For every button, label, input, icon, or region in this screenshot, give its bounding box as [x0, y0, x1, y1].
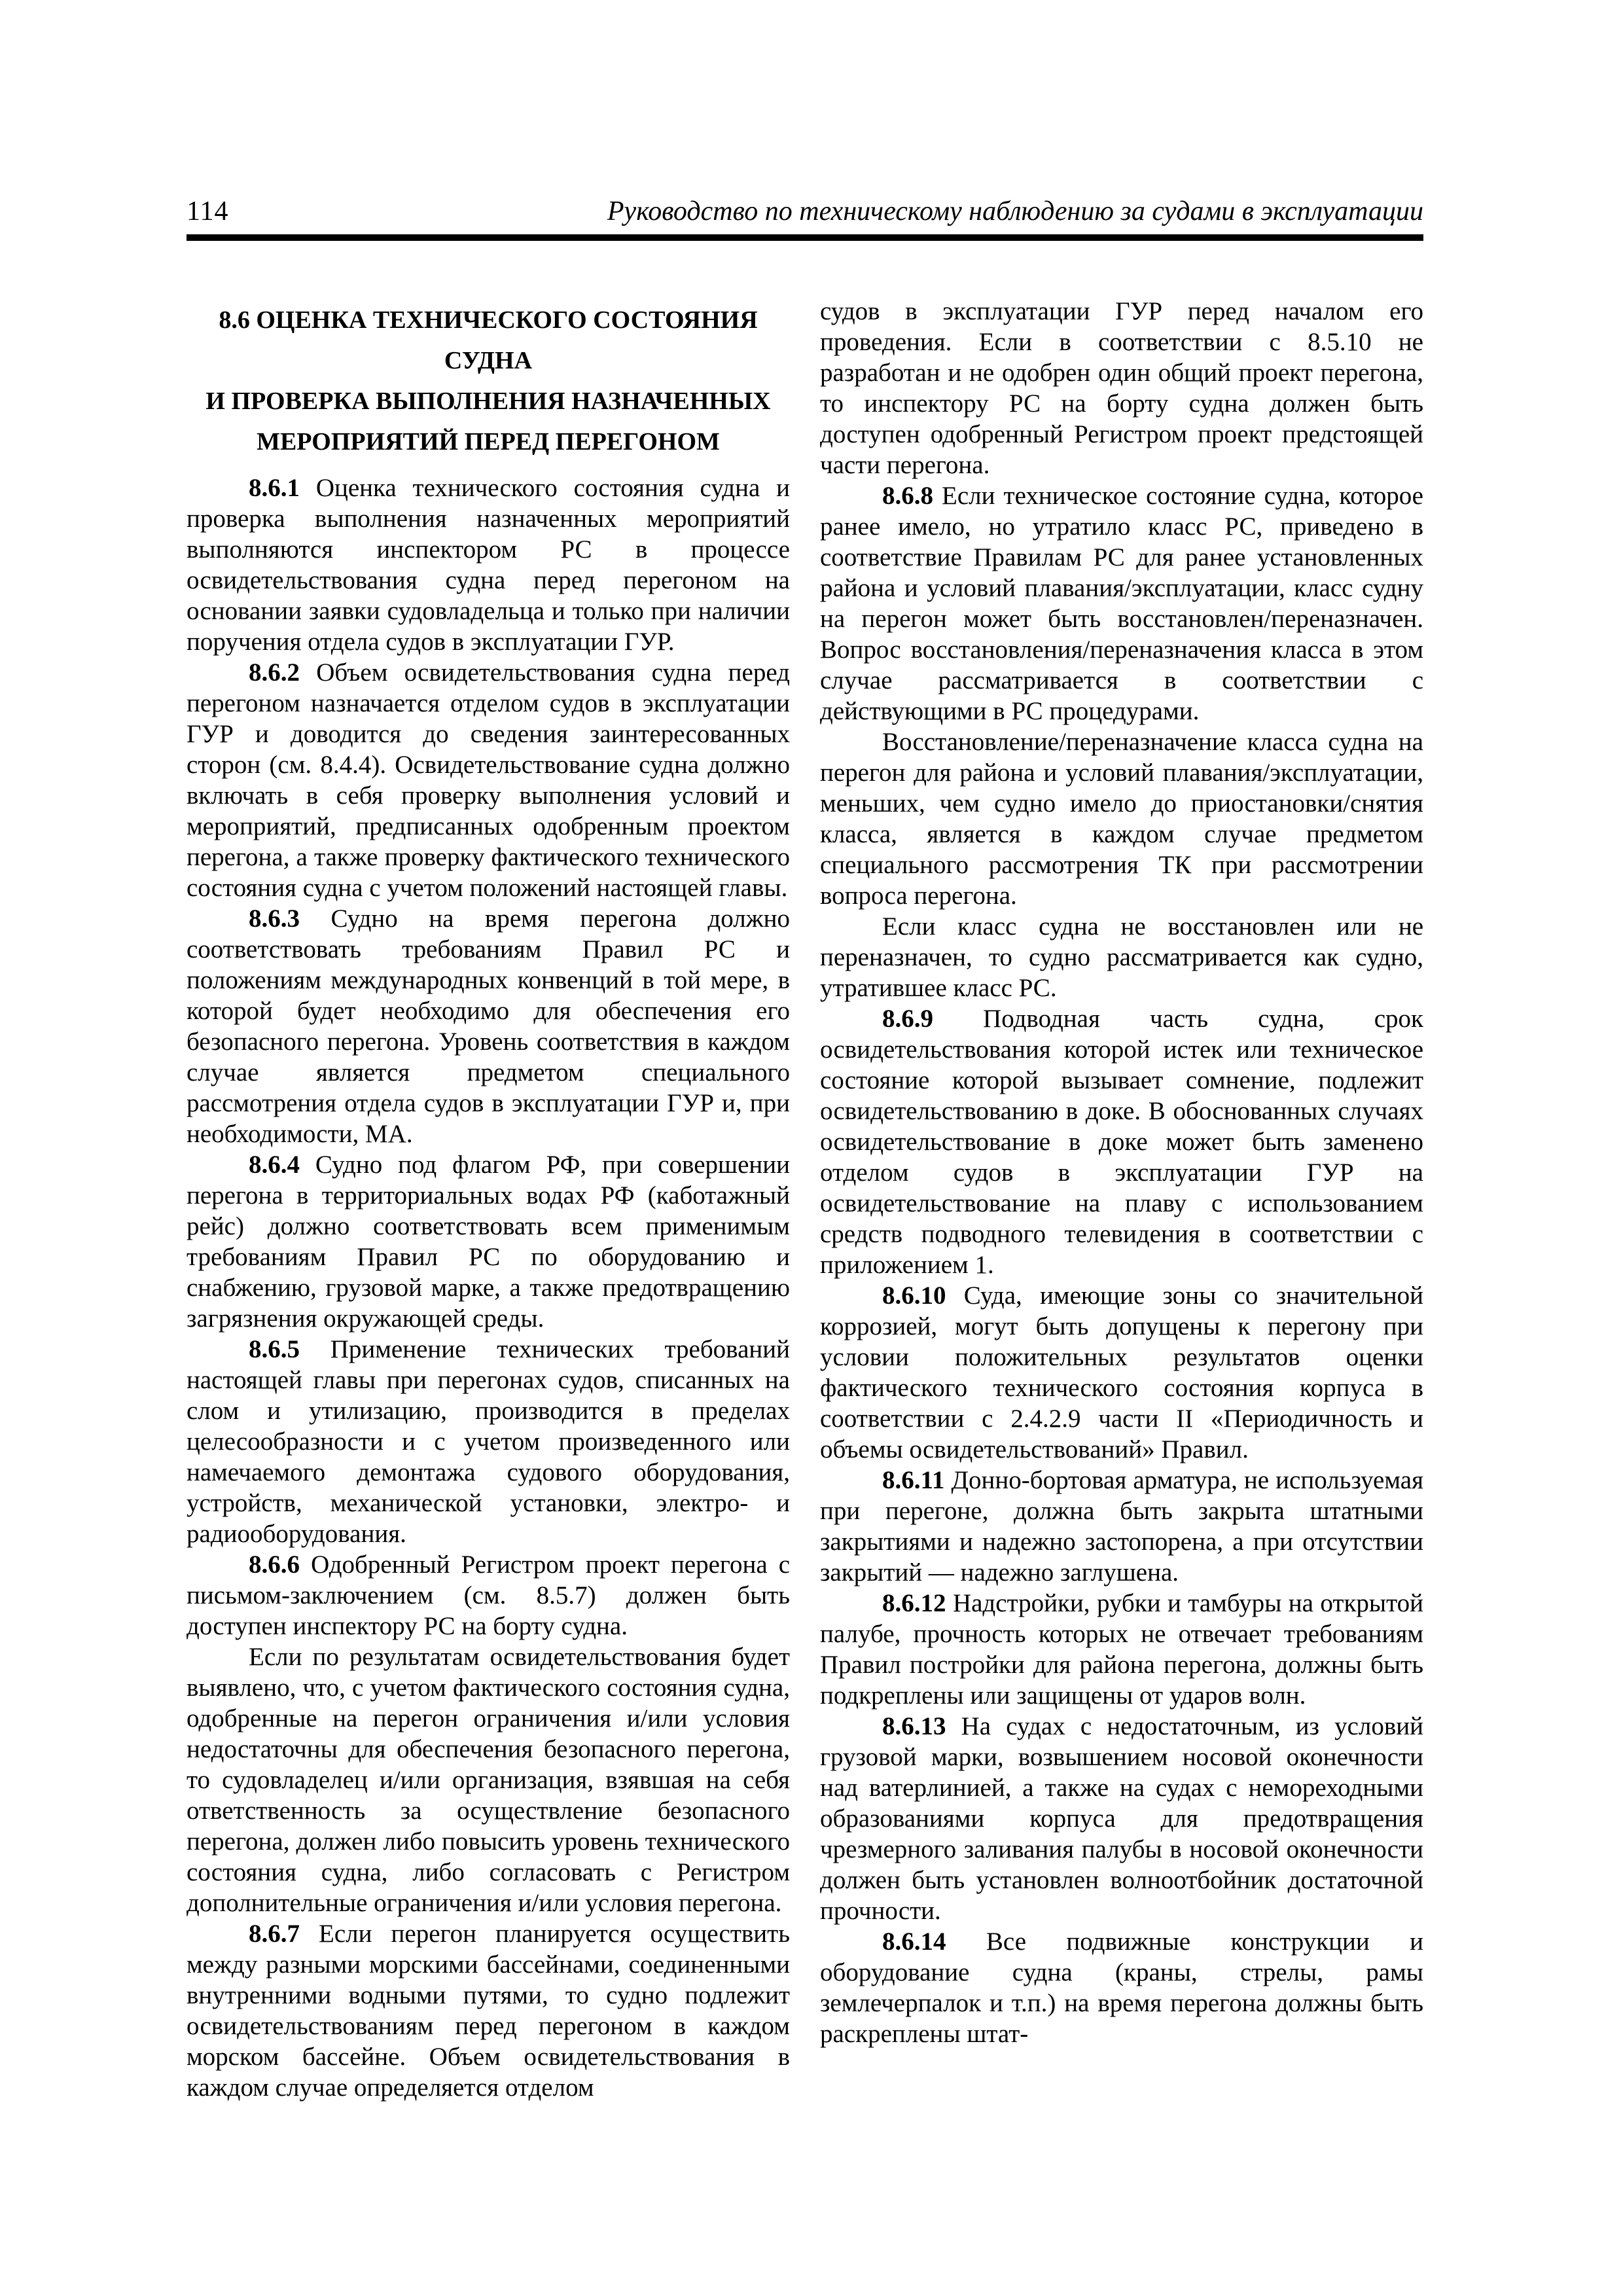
running-title: Руководство по техническому наблюдению за судами в эксплуатации	[607, 196, 1423, 226]
clause-8.6.14	[820, 1926, 1423, 2049]
clause-8.6.10	[820, 1280, 1423, 1465]
clause-text: Одобренный Регистром проект перегона с письмом-заключением (см. 8.5.7) должен быть доступен инспектору РС на борту судна.	[187, 1551, 790, 1640]
clause-text: Если класс судна не восстановлен или не переназначен, то судно рассматривается как судно, утратившее класс РС.	[820, 912, 1423, 1002]
clause-number: 8.6.5	[249, 1335, 300, 1363]
clause-text: Все подвижные конструкции и оборудование судна (краны, стрелы, рамы землечерпалок и т.п.) на время перегона должны быть раскреплены штат-	[820, 1928, 1424, 2048]
section-heading-line: 8.6 ОЦЕНКА ТЕХНИЧЕСКОГО СОСТОЯНИЯ СУДНА	[219, 306, 758, 374]
paragraph	[820, 726, 1423, 911]
clause-8.6.8	[820, 480, 1423, 726]
clause-8.6.9	[820, 1003, 1423, 1280]
clause-text: Донно-бортовая арматура, не используемая при перегоне, должна быть закрыта штатными закрытиями и надежно застопорена, а при отсутствии закрытий — надежно заглушена.	[820, 1466, 1424, 1587]
right-column	[820, 296, 1423, 2103]
running-header	[187, 196, 1423, 226]
clause-text: Если по результатам освидетельствования будет выявлено, что, с учетом фактического состояния судна, одобренные на перегон ограничения и/или условия недостаточны для обеспечения безопасного перегона, то судовладелец и/или организация, взявшая на себя ответственность за осуществление безопасного перегона, должен либо повысить уровень технического состояния судна, либо согласовать с Регистром дополнительные ограничения и/или условия перегона.	[187, 1643, 790, 1917]
clause-number: 8.6.1	[249, 474, 300, 502]
section-heading	[187, 300, 790, 462]
paragraph-continuation	[820, 296, 1423, 480]
paragraph	[820, 911, 1423, 1003]
clause-8.6.7	[187, 1918, 790, 2103]
clause-text: Восстановление/переназначение класса судна на перегон для района и условий плавания/эксплуатации, меньших, чем судно имело до приостановки/снятия класса, является в каждом случае предметом специального рассмотрения ТК при рассмотрении вопроса перегона.	[820, 728, 1423, 910]
clause-8.6.11	[820, 1465, 1423, 1588]
clause-text: Оценка технического состояния судна и проверка выполнения назначенных мероприятий выполняются инспектором РС в процессе освидетельствования судна перед перегоном на основании заявки судовладельца и только при наличии поручения отдела судов в эксплуатации ГУР.	[187, 474, 790, 656]
clause-number: 8.6.9	[882, 1005, 933, 1033]
paragraph	[187, 1641, 790, 1918]
clause-8.6.6	[187, 1549, 790, 1641]
clause-8.6.3	[187, 903, 790, 1149]
clause-number: 8.6.13	[882, 1712, 946, 1740]
clause-number: 8.6.12	[882, 1589, 946, 1617]
section-heading-line: И ПРОВЕРКА ВЫПОЛНЕНИЯ НАЗНАЧЕННЫХ	[205, 387, 771, 415]
clause-number: 8.6.11	[882, 1466, 945, 1494]
clause-number: 8.6.8	[882, 482, 933, 510]
clause-number: 8.6.7	[249, 1920, 300, 1948]
clause-text: Судно под флагом РФ, при совершении перегона в территориальных водах РФ (каботажный рейс) должно соответствовать всем применимым требованиям Правил РС по оборудованию и снабжению, грузовой марке, а также предотвращению загрязнения окружающей среды.	[187, 1151, 791, 1333]
clause-number: 8.6.10	[882, 1282, 946, 1310]
clause-number: 8.6.3	[249, 905, 300, 933]
clause-number: 8.6.4	[249, 1151, 300, 1179]
clause-text: Подводная часть судна, срок освидетельствования которой истек или техническое состояние которой вызывает сомнение, подлежит освидетельствованию в доке. В обоснованных случаях освидетельствование в доке может быть заменено отделом судов в эксплуатации ГУР на освидетельствование на плаву с использованием средств подводного телевидения в соответствии с приложением 1.	[820, 1005, 1423, 1279]
clause-text: Если перегон планируется осуществить между разными морскими бассейнами, соединенными внутренними водными путями, то судно подлежит освидетельствованиям перед перегоном в каждом морском бассейне. Объем освидетельствования в каждом случае определяется отделом	[187, 1920, 790, 2102]
clause-text: судов в эксплуатации ГУР перед началом его проведения. Если в соответствии с 8.5.10 не разработан и не одобрен один общий проект перегона, то инспектору РС на борту судна должен быть доступен одобренный Регистром проект предстоящей части перегона.	[820, 297, 1423, 479]
clause-text: Судно на время перегона должно соответствовать требованиям Правил РС и положениям международных конвенций в той мере, в которой будет необходимо для обеспечения его безопасного перегона. Уровень соответствия в каждом случае является предметом специального рассмотрения отдела судов в эксплуатации ГУР и, при необходимости, МА.	[187, 905, 790, 1148]
clause-8.6.13	[820, 1711, 1423, 1926]
clause-text: Надстройки, рубки и тамбуры на открытой палубе, прочность которых не отвечает требованиям Правил постройки для района перегона, должны быть подкреплены или защищены от ударов волн.	[820, 1589, 1423, 1710]
clause-text: Суда, имеющие зоны со значительной коррозией, могут быть допущены к перегону при условии положительных результатов оценки фактического технического состояния корпуса в соответствии с 2.4.2.9 части II «Периодичность и объемы освидетельствований» Правил.	[820, 1282, 1423, 1463]
clause-8.6.2	[187, 657, 790, 903]
clause-number: 8.6.6	[249, 1551, 300, 1579]
clause-text: Если техническое состояние судна, которое ранее имело, но утратило класс РС, приведено в соответствие Правилам РС для ранее установленных района и условий плавания/эксплуатации, класс судну на перегон может быть восстановлен/переназначен. Вопрос восстановления/переназначения класса в этом случае рассматривается в соответствии с действующими в РС процедурами.	[820, 482, 1423, 725]
clause-8.6.12	[820, 1588, 1423, 1711]
clause-number: 8.6.2	[249, 658, 300, 687]
clause-8.6.1	[187, 473, 790, 657]
clause-8.6.5	[187, 1334, 790, 1549]
text-columns	[187, 296, 1423, 2103]
section-heading-line: МЕРОПРИЯТИЙ ПЕРЕД ПЕРЕГОНОМ	[257, 428, 720, 456]
clause-number: 8.6.14	[882, 1928, 946, 1956]
clause-8.6.4	[187, 1149, 790, 1334]
clause-text: На судах с недостаточным, из условий грузовой марки, возвышением носовой оконечности над ватерлинией, а также на судах с немореходными образованиями корпуса для предотвращения чрезмерного заливания палубы в носовой оконечности должен быть установлен волноотбойник достаточной прочности.	[820, 1712, 1424, 1925]
clause-text: Объем освидетельствования судна перед перегоном назначается отделом судов в эксплуатации ГУР и доводится до сведения заинтересованных сторон (см. 8.4.4). Освидетельствование судна должно включать в себя проверку выполнения условий и мероприятий, предписанных одобренным проектом перегона, а также проверку фактического технического состояния судна с учетом положений настоящей главы.	[187, 658, 791, 902]
clause-text: Применение технических требований настоящей главы при перегонах судов, списанных на слом и утилизацию, производится в пределах целесообразности и с учетом произведенного или намечаемого демонтажа судового оборудования, устройств, механической установки, электро- и радиооборудования.	[187, 1335, 790, 1548]
left-column	[187, 296, 790, 2103]
page-number: 114	[187, 196, 229, 226]
header-rule	[187, 234, 1423, 241]
